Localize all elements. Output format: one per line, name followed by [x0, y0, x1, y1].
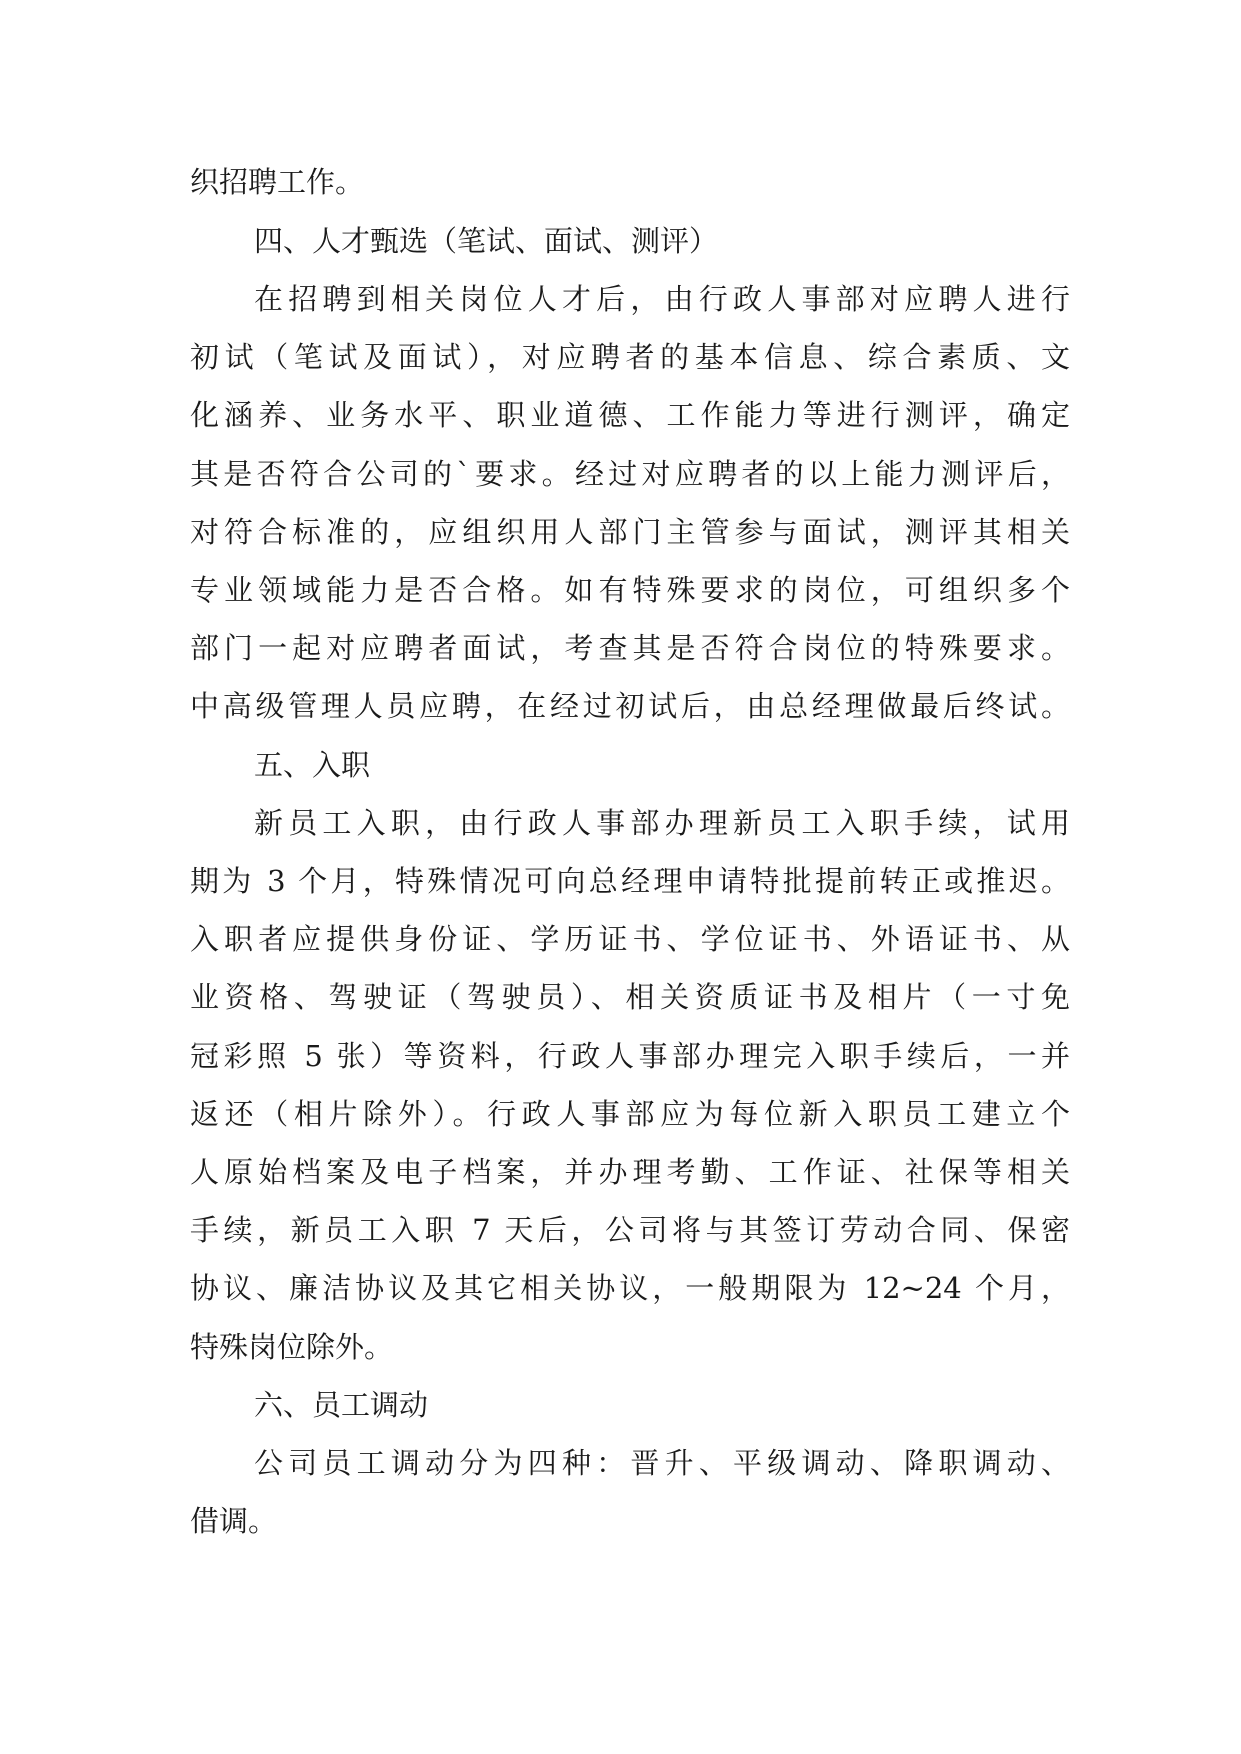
text-line: 织招聘工作。: [190, 165, 365, 199]
text-line: 公司员工调动分为四种：晋升、平级调动、降职调动、: [254, 1446, 1070, 1480]
text-line: 对符合标准的，应组织用人部门主管参与面试，测评其相关: [190, 515, 1070, 549]
section-heading-onboarding: 五、入职: [254, 748, 371, 782]
text-line: 新员工入职，由行政人事部办理新员工入职手续，试用: [254, 806, 1070, 840]
text-line: 在招聘到相关岗位人才后，由行政人事部对应聘人进行: [254, 282, 1070, 316]
text-line: 业资格、驾驶证（驾驶员）、相关资质证书及相片（一寸免: [190, 980, 1070, 1014]
section-heading-talent-selection: 四、人才甄选（笔试、面试、测评）: [254, 224, 719, 258]
text-line: 化涵养、业务水平、职业道德、工作能力等进行测评，确定: [190, 398, 1070, 432]
section-heading-staff-transfer: 六、员工调动: [254, 1388, 429, 1422]
text-line: 期为 3 个月，特殊情况可向总经理申请特批提前转正或推迟。: [190, 864, 1070, 898]
text-line: 专业领域能力是否合格。如有特殊要求的岗位，可组织多个: [190, 573, 1070, 607]
text-line: 部门一起对应聘者面试，考查其是否符合岗位的特殊要求。: [190, 631, 1070, 665]
text-line: 人原始档案及电子档案，并办理考勤、工作证、社保等相关: [190, 1155, 1070, 1189]
text-line: 手续，新员工入职 7 天后，公司将与其签订劳动合同、保密: [190, 1213, 1070, 1247]
text-line: 冠彩照 5 张）等资料，行政人事部办理完入职手续后，一并: [190, 1039, 1070, 1073]
text-line: 其是否符合公司的`要求。经过对应聘者的以上能力测评后，: [190, 457, 1070, 491]
text-line: 初试（笔试及面试），对应聘者的基本信息、综合素质、文: [190, 340, 1070, 374]
text-line: 中高级管理人员应聘，在经过初试后，由总经理做最后终试。: [190, 689, 1070, 723]
text-line: 借调。: [190, 1504, 278, 1538]
text-line: 协议、廉洁协议及其它相关协议，一般期限为 12~24 个月，: [190, 1271, 1070, 1305]
text-line: 返还（相片除外）。行政人事部应为每位新入职员工建立个: [190, 1097, 1070, 1131]
text-line: 入职者应提供身份证、学历证书、学位证书、外语证书、从: [190, 922, 1070, 956]
text-line: 特殊岗位除外。: [190, 1330, 394, 1364]
